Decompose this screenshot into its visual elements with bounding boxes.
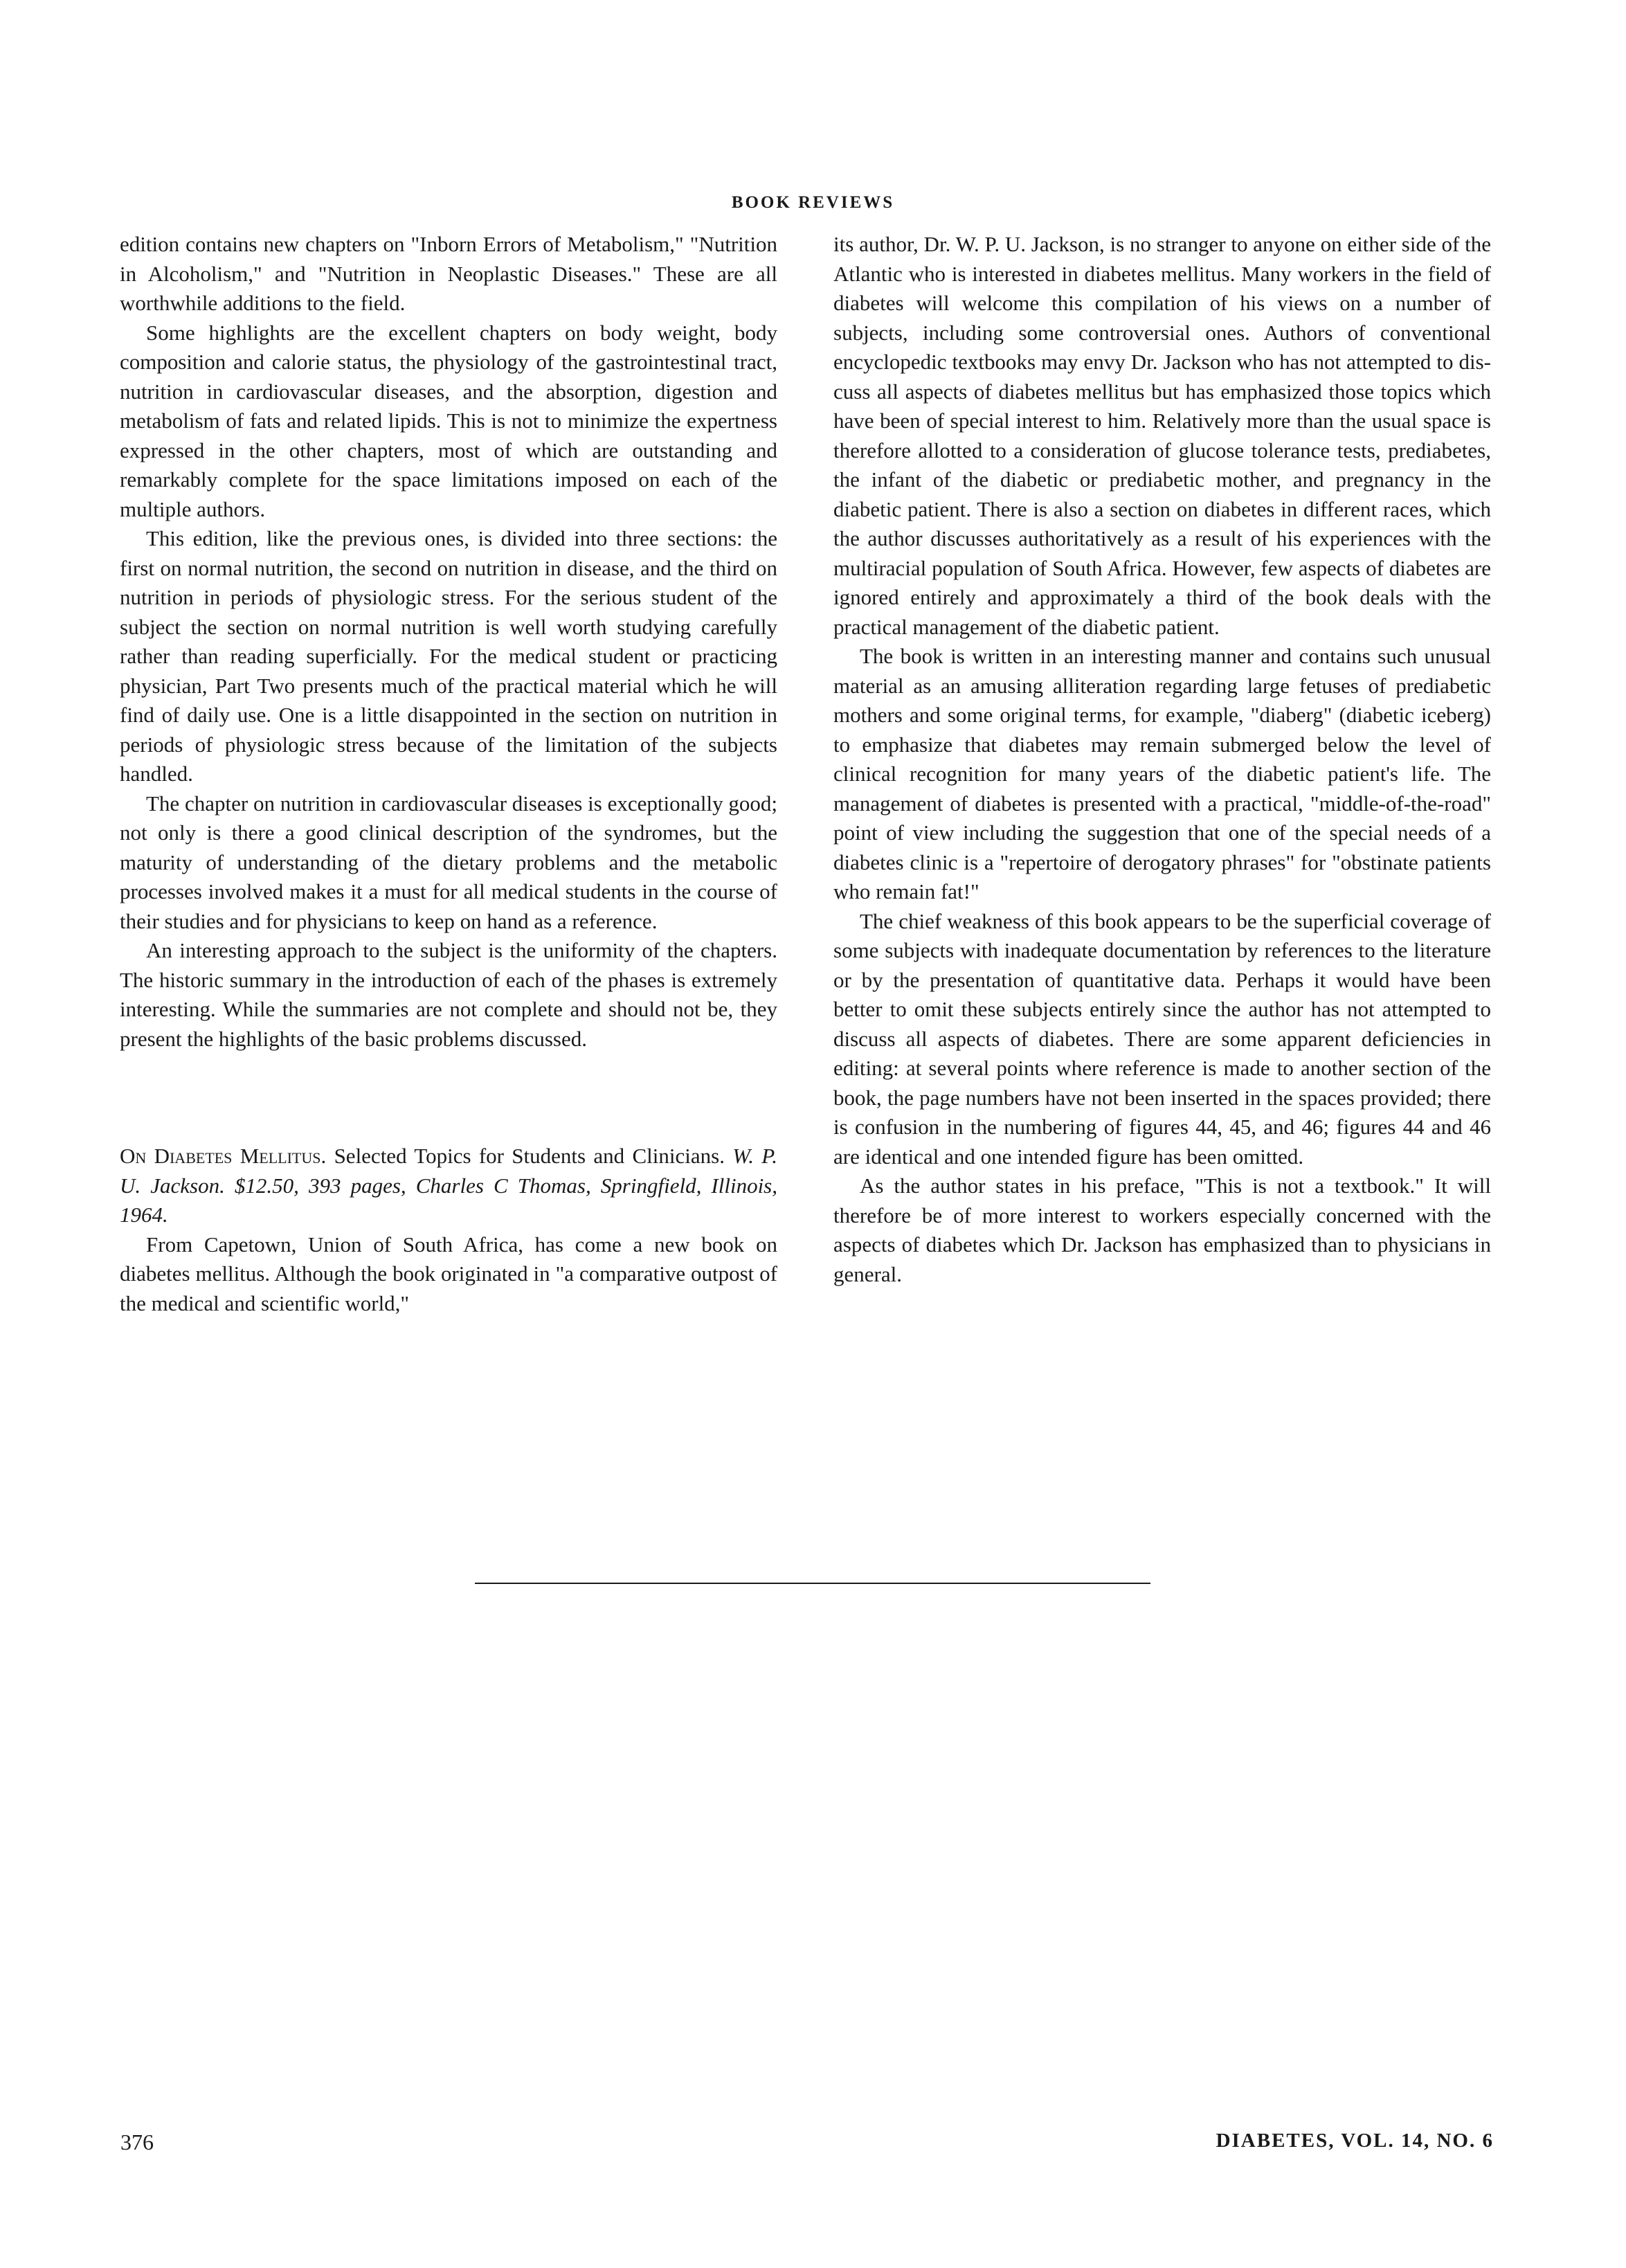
section-divider [475, 1583, 1150, 1584]
paragraph: The chapter on nutrition in cardiovascular diseases is exceptionally good; not only is there a good clinical description of the syndromes, but the maturity of understanding of the dietary problems and the metabolic processes involved makes it a must for all medical students in the course of their studies and for physicians to keep on hand as a reference. [120, 791, 777, 933]
review-book-citation: W. P. U. Jackson. $12.50, 393 pages, Charles C Thomas, Springfield, Illinois, 1964. [120, 1144, 777, 1227]
paragraph: Some highlights are the excellent chapters on body weight, body composition and calorie status, the physiology of the gastrointestinal tract, nutrition in cardiovascular diseases, and the absorption, digestion and metabolism of fats and related lipids. This is not to minimize the expertness expressed in the other chapters, most of which are outstanding and remarkably complete for the space limitations imposed on each of the multiple authors. [120, 320, 777, 521]
paragraph: As the author states in his preface, "This is not a textbook." It will therefore be of more interest to workers especially concerned with the aspects of diabetes which Dr. Jackson has emphasized than to physicians in general. [833, 1173, 1491, 1286]
paragraph: The book is written in an interesting manner and contains such unusual material as an amusing alliteration regarding large fetuses of prediabetic mothers and some original terms, for example, "diaberg" (diabetic iceberg) to emphasize that diabetes may remain submerged below the level of clinical recognition for many years of the diabetic patient's life. The management of diabetes is presented with a practical, "middle-of-the-road" point of view including the suggestion that one of the special needs of a diabetes clinic is a "repertoire of derogatory phrases" for "obstinate patients who remain fat!" [833, 644, 1491, 903]
paragraph: From Capetown, Union of South Africa, has come a new book on diabetes mellitus. Although the book originated in "a comparative outpost of the medical and scientific world," [120, 1232, 777, 1315]
page-number: 376 [120, 2130, 154, 2154]
left-column [120, 230, 777, 1318]
review-heading [120, 1142, 777, 1230]
journal-reference: DIABETES, VOL. 14, NO. 6 [1216, 2130, 1494, 2152]
paragraph: This edition, like the previous ones, is divided into three sections: the first on normal nutrition, the second on nutrition in disease, and the third on nutrition in periods of physiologic stress. For the serious student of the subject the section on normal nutrition is well worth studying carefully rather than reading superficially. For the medical student or practicing physician, Part Two presents much of the practical material which he will find of daily use. One is a little disappointed in the section on nutrition in periods of physiologic stress because of the limitation of the subjects handled. [120, 526, 777, 786]
paragraph: An interesting approach to the subject is the uniformity of the chapters. The historic summary in the introduction of each of the phases is extremely interesting. While the summaries are not complete and should not be, they present the highlights of the basic problems discussed. [120, 938, 777, 1051]
running-head: BOOK REVIEWS [731, 193, 895, 212]
paragraph: The chief weakness of this book appears to be the superficial coverage of some subjects with inadequate documentation by references to the literature or by the presentation of quantitative data. Perhaps it would have been better to omit these subjects entirely since the author has not attempted to discuss all aspects of diabetes. There are some apparent deficiencies in editing: at several points where reference is made to another section of the book, the page numbers have not been inserted in the spaces provided; there is confusion in the numbering of figures 44, 45, and 46; figures 44 and 46 are identical and one intended figure has been omitted. [833, 908, 1491, 1169]
paragraph: its author, Dr. W. P. U. Jackson, is no stranger to anyone on either side of the Atlantic who is interested in diabetes mellitus. Many workers in the field of diabetes will welcome this compilation of his views on a number of subjects, including some controversial ones. Authors of conventional encyclopedic textbooks may envy Dr. Jackson who has not attempted to discuss all aspects of diabetes mellitus but has emphasized those topics which have been of special interest to him. Relatively more than the usual space is therefore allotted to a consideration of glucose tolerance tests, prediabetes, the infant of the diabetic or prediabetic mother, and pregnancy in the diabetic patient. There is also a section on diabetes in different races, which the author discusses authoritatively as a result of his experiences with the multiracial population of South Africa. However, few aspects of diabetes are ignored entirely and approximately a third of the book deals with the practical management of the diabetic patient. [833, 232, 1491, 639]
review-book-title: On Diabetes Mellitus. [120, 1144, 327, 1168]
review-book-subtitle: Selected Topics for Students and Clinicians. [326, 1144, 733, 1168]
right-column [833, 230, 1491, 1289]
paragraph: edition contains new chapters on "Inborn Errors of Metabolism," "Nutrition in Alcoholism," and "Nutrition in Neoplastic Diseases." These are all worthwhile additions to the field. [120, 232, 777, 315]
